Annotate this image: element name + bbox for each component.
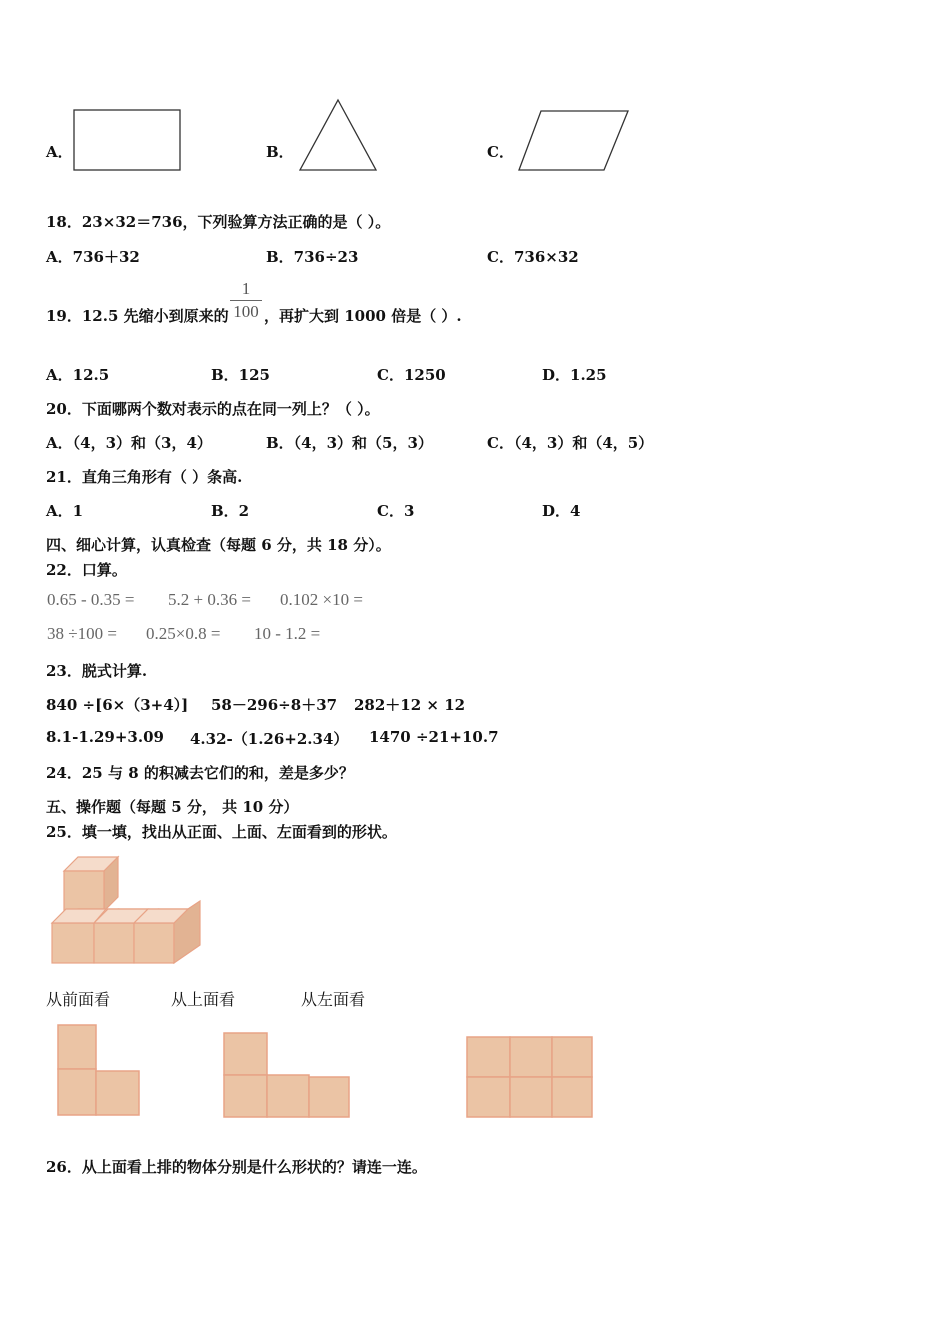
q23-stem: 23．脱式计算. [46,662,148,680]
q22-stem: 22．口算。 [46,561,127,579]
q19-fraction-bar [230,300,262,301]
q18-option-a: A．736＋32 [46,248,140,266]
q21-stem: 21．直角三角形有（ ）条高. [46,468,243,486]
q21-option-b: B．2 [211,502,250,520]
q24-stem: 24．25 与 8 的积减去它们的和，差是多少？ [46,764,354,782]
q18-stem: 18．23×32＝736，下列验算方法正确的是（ ）。 [46,213,391,231]
q25-stem: 25．填一填，找出从正面、上面、左面看到的形状。 [46,823,397,841]
q19-fraction [230,279,262,322]
q26-stem: 26．从上面看上排的物体分别是什么形状的？请连一连。 [46,1158,427,1176]
q25-view-shape-2 [222,1032,352,1120]
q19-option-d: D．1.25 [542,366,607,384]
q17-option-b-label: B． [266,143,294,161]
q19-option-a: A．12.5 [46,366,110,384]
q22-expr-6: 10 - 1.2 = [254,624,321,643]
q25-cube-stack-figure [48,853,208,968]
q19-stem-after: ，再扩大到 1000 倍是（ ）. [264,307,462,325]
q20-option-b: B．（4，3）和（5，3） [266,434,433,452]
view-label-left: 从左面看 [301,990,366,1009]
q22-expr-2: 5.2 + 0.36 = [168,590,251,609]
q23-expr-2: 58－296÷8＋37 [211,696,338,714]
q17-parallelogram-shape [517,109,632,173]
q22-expr-1: 0.65 - 0.35 = [47,590,135,609]
q21-option-d: D．4 [542,502,581,520]
q23-expr-1: 840 ÷[6×（3+4）] [46,696,189,714]
q23-expr-4: 8.1-1.29+3.09 [46,728,164,746]
q19-fraction-denominator: 100 [233,302,259,321]
q25-view-shape-1 [55,1024,143,1118]
q19-fraction-numerator: 1 [241,279,251,298]
q20-stem: 20．下面哪两个数对表示的点在同一列上？（ ）。 [46,400,380,418]
q25-view-shape-3 [465,1035,597,1121]
q22-expr-5: 0.25×0.8 = [146,624,221,643]
view-label-front: 从前面看 [46,990,111,1009]
view-label-top: 从上面看 [171,990,236,1009]
q19-option-b: B．125 [211,366,270,384]
q23-expr-6: 1470 ÷21+10.7 [369,728,499,746]
q18-option-b: B．736÷23 [266,248,359,266]
q18-option-c: C．736×32 [487,248,579,266]
q21-option-a: A．1 [46,502,84,520]
q17-option-a-label: A． [46,143,73,161]
q20-option-c: C．（4，3）和（4，5） [487,434,654,452]
q17-option-c-label: C． [487,143,514,161]
q22-expr-4: 38 ÷100 = [47,624,117,643]
q23-expr-3: 282＋12 × 12 [354,696,466,714]
q17-rectangle-shape [73,109,183,173]
q20-option-a: A．（4，3）和（3，4） [46,434,212,452]
section-5-title: 五、操作题（每题 5 分， 共 10 分） [46,798,299,816]
q17-triangle-shape [298,98,380,174]
q19-option-c: C．1250 [377,366,446,384]
section-4-title: 四、细心计算，认真检查（每题 6 分，共 18 分）。 [46,536,391,554]
q19-stem-before: 19．12.5 先缩小到原来的 [46,307,229,325]
q23-expr-5: 4.32-（1.26+2.34） [190,730,349,748]
q21-option-c: C．3 [377,502,415,520]
q22-expr-3: 0.102 ×10 = [280,590,363,609]
